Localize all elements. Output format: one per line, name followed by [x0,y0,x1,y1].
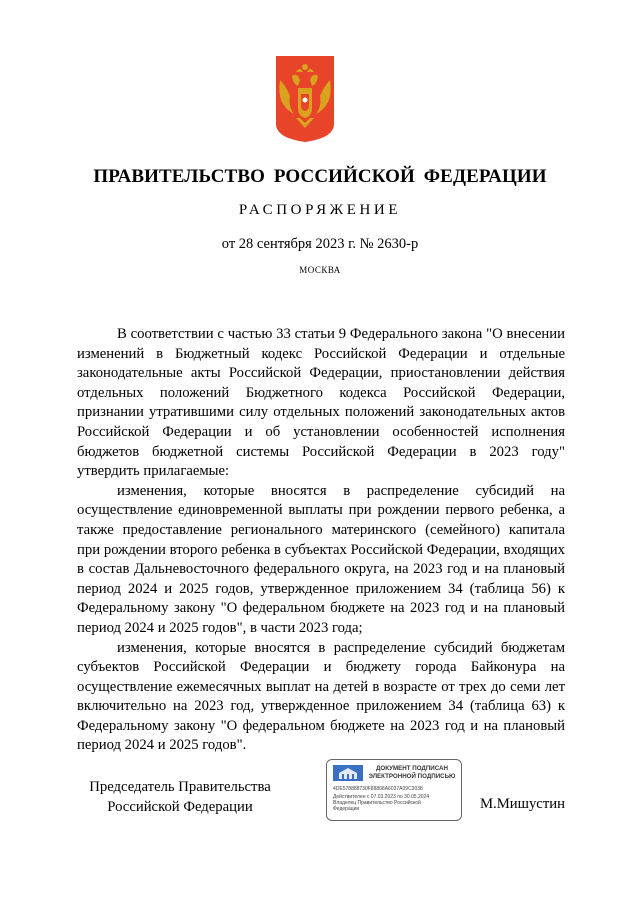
document-date-number: от 28 сентября 2023 г. № 2630-р [221,236,419,252]
signer-position-line: Российской Федерации [107,798,253,815]
document-city: МОСКВА [299,265,341,275]
coat-of-arms-icon [276,56,334,142]
stamp-title-line: ДОКУМЕНТ ПОДПИСАН [376,765,448,772]
document-body [77,325,565,756]
stamp-title-line: ЭЛЕКТРОННОЙ ПОДПИСЬЮ [368,772,456,780]
government-building-icon [333,765,363,781]
stamp-certificate-serial: 4DE578888730F88808A6037A09C3038 [333,786,423,792]
body-paragraph: В соответствии с частью 33 статьи 9 Федерального закона "О внесении изменений в Бюджетный кодекс Российской Федерации и отдельные законодательные акты Российской Федерации, приостановлении действия отдельных положений Бюджетного кодекса Российской Федерации, признании утратившими силу отдельных положений законодательных актов Российской Федерации и об установлении особенностей исполнения бюджетов бюджетной системы Российской Федерации в 2023 году" утвердить прилагаемые: [77,326,565,480]
stamp-owner [333,800,457,812]
stamp-owner-line: Федерации [333,806,360,812]
electronic-signature-stamp [326,759,462,821]
stamp-title [365,765,459,780]
signer-name: М.Мишустин [480,796,565,812]
signer-position [80,778,280,817]
signer-position-line: Председатель Правительства [89,779,271,795]
stamp-validity: Действителен с 07.03.2023 по 30.05.2024 [333,794,430,800]
stamp-owner-line: Владелец Правительство Российской [333,800,421,806]
document-type: РАСПОРЯЖЕНИЕ [238,202,402,218]
body-paragraph: изменения, которые вносятся в распределение субсидий бюджетам субъектов Российской Федерации и бюджету города Байконура на осуществление ежемесячных выплат на детей в возрасте от трех до семи лет включительно на 2023 год, утвержденное приложением 34 (таблица 63) к Федеральному закону "О федеральном бюджете на 2023 год и на плановый период 2024 и 2025 годов". [77,639,565,754]
government-title: ПРАВИТЕЛЬСТВО РОССИЙСКОЙ ФЕДЕРАЦИИ [93,166,547,187]
body-paragraph: изменения, которые вносятся в распределение субсидий на осуществление единовременной выплаты при рождении первого ребенка, а также предоставление регионального материнского (семейного) капитала при рождении второго ребенка в субъектах Российской Федерации, входящих в состав Дальневосточного федерального округа, на 2023 год и на плановый период 2024 и 2025 годов, утвержденное приложением 34 (таблица 56) к Федеральному закону "О федеральном бюджете на 2023 год и на плановый период 2024 и 2025 годов", в части 2023 года; [77,482,565,636]
